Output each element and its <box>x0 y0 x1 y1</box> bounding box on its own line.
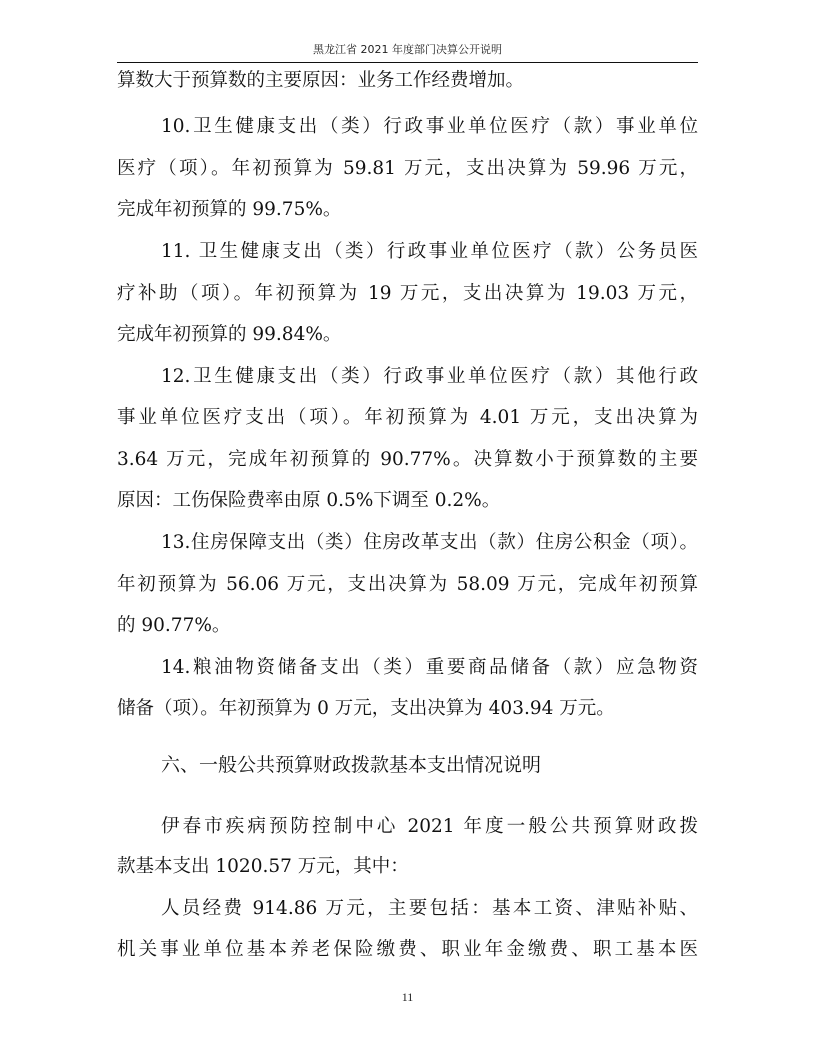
body-line: 储备（项）。年初预算为 0 万元，支出决算为 403.94 万元。 <box>117 698 615 719</box>
body-line: 年初预算为 56.06 万元，支出决算为 58.09 万元，完成年初预算 <box>117 574 698 595</box>
section-heading: 六、一般公共预算财政拨款基本支出情况说明 <box>161 754 542 776</box>
body-line: 10.卫生健康支出（类）行政事业单位医疗（款）事业单位 <box>161 116 698 137</box>
body-line: 的 90.77%。 <box>117 615 231 636</box>
body-line: 3.64 万元，完成年初预算的 90.77%。决算数小于预算数的主要 <box>117 449 698 470</box>
body-line: 伊春市疾病预防控制中心 2021 年度一般公共预算财政拨 <box>161 816 698 837</box>
page-number: 11 <box>401 990 414 1004</box>
body-line: 12.卫生健康支出（类）行政事业单位医疗（款）其他行政 <box>161 366 698 387</box>
body-line: 原因：工伤保险费率由原 0.5%下调至 0.2%。 <box>117 490 501 511</box>
body-line: 算数大于预算数的主要原因：业务工作经费增加。 <box>117 70 525 91</box>
header-divider <box>117 62 698 63</box>
body-line: 事业单位医疗支出（项）。年初预算为 4.01 万元，支出决算为 <box>117 407 698 428</box>
body-line: 14.粮油物资储备支出（类）重要商品储备（款）应急物资 <box>161 657 698 678</box>
page-header-title: 黑龙江省 2021 年度部门决算公开说明 <box>313 43 502 56</box>
body-line: 11. 卫生健康支出（类）行政事业单位医疗（款）公务员医 <box>161 241 698 262</box>
body-line: 13.住房保障支出（类）住房改革支出（款）住房公积金（项）。 <box>161 532 698 553</box>
body-line: 机关事业单位基本养老保险缴费、职业年金缴费、职工基本医 <box>117 939 698 960</box>
body-line: 人员经费 914.86 万元，主要包括：基本工资、津贴补贴、 <box>161 898 698 919</box>
body-line: 款基本支出 1020.57 万元，其中： <box>117 856 409 877</box>
body-line: 医疗（项）。年初预算为 59.81 万元，支出决算为 59.96 万元， <box>117 158 698 179</box>
body-line: 疗补助（项）。年初预算为 19 万元，支出决算为 19.03 万元， <box>117 283 698 304</box>
body-line: 完成年初预算的 99.75%。 <box>117 199 342 220</box>
body-line: 完成年初预算的 99.84%。 <box>117 324 342 345</box>
